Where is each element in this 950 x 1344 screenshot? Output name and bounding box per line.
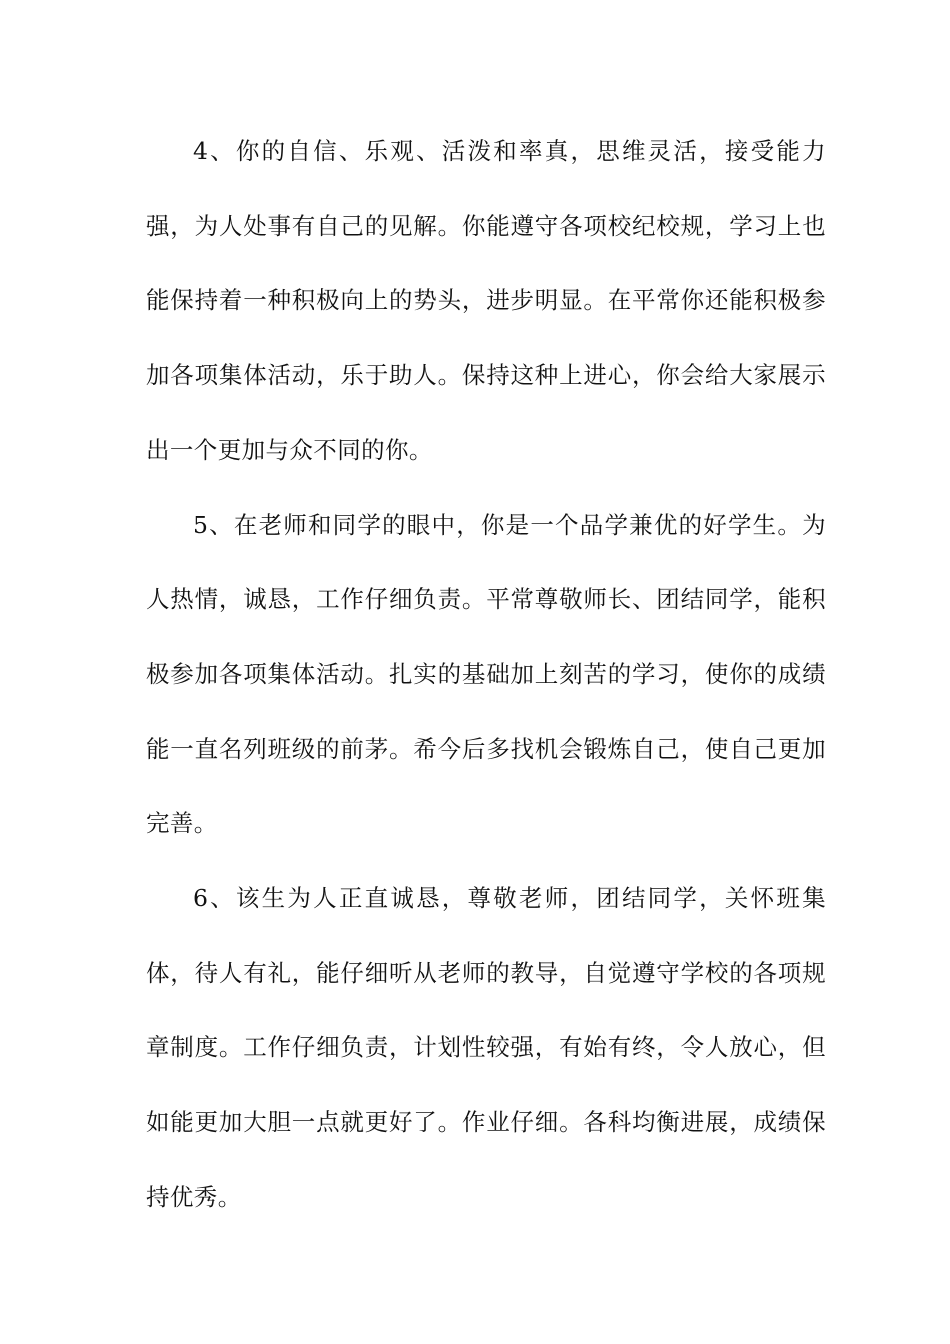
document-body xyxy=(146,114,826,1235)
paragraph-6: 6、该生为人正直诚恳，尊敬老师，团结同学，关怀班集体，待人有礼，能仔细听从老师的教导，自觉遵守学校的各项规章制度。工作仔细负责，计划性较强，有始有终，令人放心，但如能更加大胆一点就更好了。作业仔细。各科均衡进展，成绩保持优秀。 xyxy=(146,884,826,1211)
paragraph-5: 5、在老师和同学的眼中，你是一个品学兼优的好学生。为人热情，诚恳，工作仔细负责。平常尊敬师长、团结同学，能积极参加各项集体活动。扎实的基础加上刻苦的学习，使你的成绩能一直名列班级的前茅。希今后多找机会锻炼自己，使自己更加完善。 xyxy=(146,510,826,838)
paragraph-4: 4、你的自信、乐观、活泼和率真，思维灵活，接受能力强，为人处事有自己的见解。你能遵守各项校纪校规，学习上也能保持着一种积极向上的势头，进步明显。在平常你还能积极参加各项集体活动，乐于助人。保持这种上进心，你会给大家展示出一个更加与众不同的你。 xyxy=(146,137,826,464)
